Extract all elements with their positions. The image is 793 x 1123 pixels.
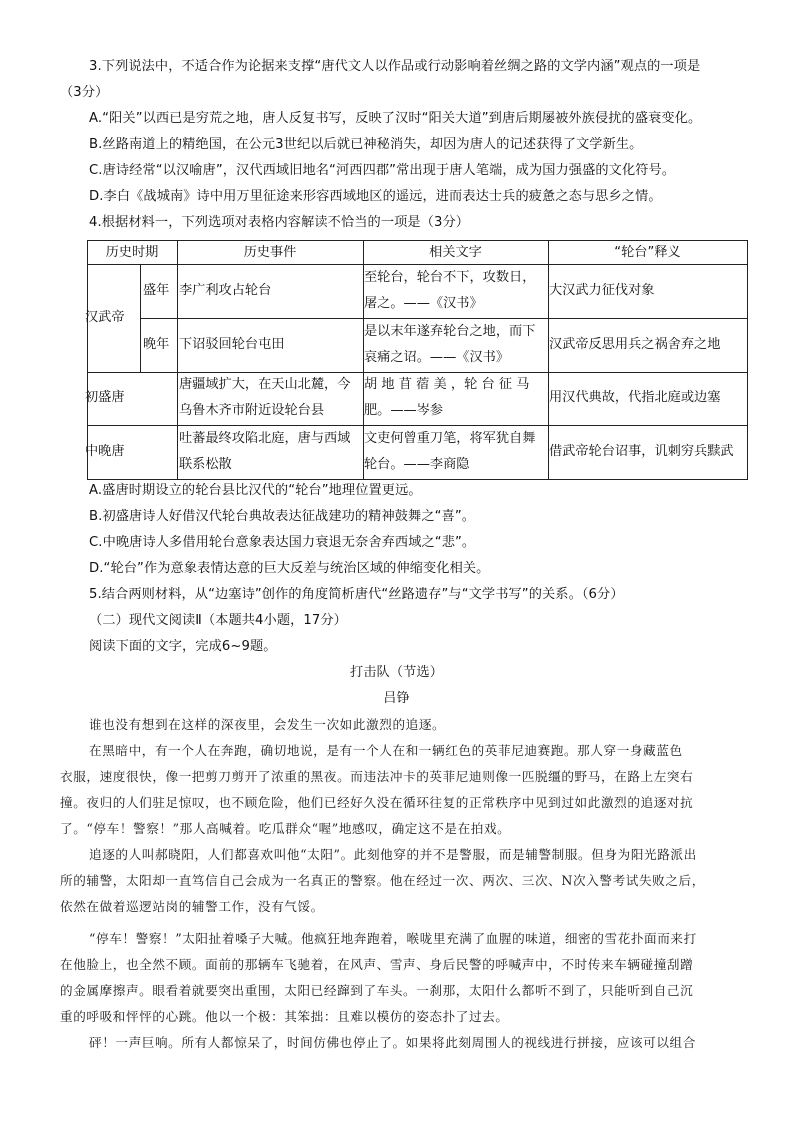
table-row4-period: 中晚唐 — [85, 444, 125, 459]
q3-stem: 3.下列说法中，不适合作为论据来支撑“唐代文人以作品或行动影响着丝绸之路的文学内涵”观点的一项是 — [89, 59, 701, 74]
story-line: 谁也没有想到在这样的深夜里，会发生一次如此激烈的追逐。 — [89, 717, 446, 732]
q4-option-a: A.盛唐时期设立的轮台县比汉代的“轮台”地理位置更远。 — [89, 483, 422, 498]
q3-option-d: D.李白《战城南》诗中用万里征途来形容西域地区的遥远，进而表达士兵的疲惫之态与思乡之情。 — [89, 189, 662, 204]
story-line: 砰！一声巨响。所有人都惊呆了，时间仿佛也停止了。如果将此刻周围人的视线进行拼接，应该可以组合 — [89, 1035, 696, 1050]
table-row4-text-1: 文吏何曾重刀笔，将军犹自舞 — [364, 431, 536, 446]
story-line: 重的呼吸和怦怦的心跳。他以一个极：其笨拙：且难以模仿的姿态扑了过去。 — [60, 1009, 509, 1024]
table-row3-meaning: 用汉代典故，代指北庭或边塞 — [549, 390, 721, 405]
story-title: 打击队（节选） — [349, 665, 443, 680]
table-row1-text-2: 屠之。——《汉书》 — [364, 296, 483, 311]
story-line: 撞。夜归的人们驻足惊叹，也不顾危险，他们已经好久没在循环往复的正常秩序中见到过如此激烈的追逐对抗 — [60, 795, 694, 810]
story-line: 衣服，速度很快，像一把剪刀剪开了浓重的黑夜。而违法冲卡的英菲尼迪则像一匹脱缰的野马，在路上左突右 — [60, 769, 694, 784]
table-row1-text-1: 至轮台，轮台不下，攻数日， — [364, 270, 536, 285]
q5-stem: 5.结合两则材料，从“边塞诗”创作的角度简析唐代“丝路遗存”与“文学书写”的关系。（6分） — [89, 587, 624, 602]
q4-table — [87, 240, 748, 480]
story-line: 所的辅警，太阳却一直笃信自己会成为一名真正的警察。他在经过一次、两次、三次、N次入警考试失败之后， — [60, 873, 705, 888]
q3-stem-score: （3分） — [60, 85, 109, 100]
q3-option-b: B.丝路南道上的精绝国，在公元3世纪以后就已神秘消失，却因为唐人的记述获得了文学新生。 — [89, 137, 643, 152]
story-line: 的金属摩擦声。眼看着就要突出重围，太阳已经蹿到了车头。一刹那，太阳什么都听不到了，只能听到自己沉 — [60, 983, 694, 998]
q4-option-b: B.初盛唐诗人好借汉代轮台典故表达征战建功的精神鼓舞之“喜”。 — [89, 509, 476, 524]
table-header-period: 历史时期 — [105, 245, 159, 260]
story-line: 在他脸上，也全然不顾。面前的那辆车飞驰着，在风声、雪声、身后民警的呼喊声中，不时传来车辆碰撞刮蹭 — [60, 957, 694, 972]
story-line: 追逐的人叫郝晓阳，人们都喜欢叫他“太阳”。此刻他穿的并不是警服，而是辅警制服。但身为阳光路派出 — [89, 847, 697, 862]
q3-option-c: C.唐诗经常“以汉喻唐”，汉代西域旧地名“河西四郡”常出现于唐人笔端，成为国力强盛的文化符号。 — [89, 163, 676, 178]
table-row4-text-2: 轮台。——李商隐 — [364, 457, 470, 472]
q3-option-a: A.“阳关”以西已是穷荒之地，唐人反复书写，反映了汉时“阳关大道”到唐后期屡被外族侵扰的盛衰变化。 — [89, 111, 702, 126]
table-row2-text-1: 是以末年遂弃轮台之地，而下 — [364, 324, 536, 339]
table-row1-event: 李广利攻占轮台 — [179, 283, 272, 298]
q4-stem: 4.根据材料一，下列选项对表格内容解读不恰当的一项是（3分） — [89, 215, 470, 230]
table-row1-meaning: 大汉武力征伐对象 — [549, 283, 655, 298]
table-header-text: 相关文字 — [429, 245, 482, 260]
table-row3-text-2: 肥。——岑参 — [364, 403, 444, 418]
section2-heading: （二）现代文阅读Ⅱ（本题共4小题，17分） — [89, 613, 347, 628]
table-header-event: 历史事件 — [243, 245, 297, 260]
story-line: “停车！警察！”太阳扯着嗓子大喊。他疯狂地奔跑着，喉咙里充满了血腥的味道，细密的雪花扑面而来打 — [89, 931, 697, 946]
table-row2-meaning: 汉武帝反思用兵之祸舍弃之地 — [549, 337, 721, 352]
table-row4-meaning: 借武帝轮台诏事，讥刺穷兵黩武 — [549, 444, 734, 459]
table-row3-event-1: 唐疆域扩大，在天山北麓，今 — [179, 377, 351, 392]
table-row4-event-2: 联系松散 — [179, 457, 232, 472]
story-line: 依然在做着巡逻站岗的辅警工作，没有气馁。 — [60, 899, 324, 914]
table-row2-period: 晚年 — [143, 337, 170, 352]
story-line: 了。“停车！警察！”那人高喊着。吃瓜群众“喔”地感叹，确定这不是在拍戏。 — [60, 821, 511, 836]
table-row1-period: 盛年 — [143, 283, 170, 298]
story-line: 在黑暗中，有一个人在奔跑，确切地说，是有一个人在和一辆红色的英菲尼迪赛跑。那人穿一身藏蓝色 — [89, 743, 683, 758]
table-row3-text-1: 胡 地 苜 蓿 美 ，轮 台 征 马 — [364, 377, 530, 392]
table-row4-event-1: 吐蕃最终攻陷北庭，唐与西域 — [179, 431, 351, 446]
q4-option-d: D.“轮台”作为意象表情达意的巨大反差与统治区域的伸缩变化相关。 — [89, 561, 490, 576]
table-row3-period: 初盛唐 — [85, 390, 125, 405]
section2-instruction: 阅读下面的文字，完成6~9题。 — [89, 639, 277, 654]
table-row2-event: 下诏驳回轮台屯田 — [179, 337, 285, 352]
q4-option-c: C.中晚唐诗人多借用轮台意象表达国力衰退无奈舍弃西域之“悲”。 — [89, 535, 476, 550]
table-row3-event-2: 乌鲁木齐市附近设轮台县 — [179, 403, 325, 418]
table-row2-text-2: 哀痛之诏。——《汉书》 — [364, 350, 510, 365]
table-header-meaning: “轮台”释义 — [614, 245, 681, 260]
table-han-label: 汉武帝 — [85, 310, 125, 325]
story-author: 吕铮 — [383, 691, 410, 706]
